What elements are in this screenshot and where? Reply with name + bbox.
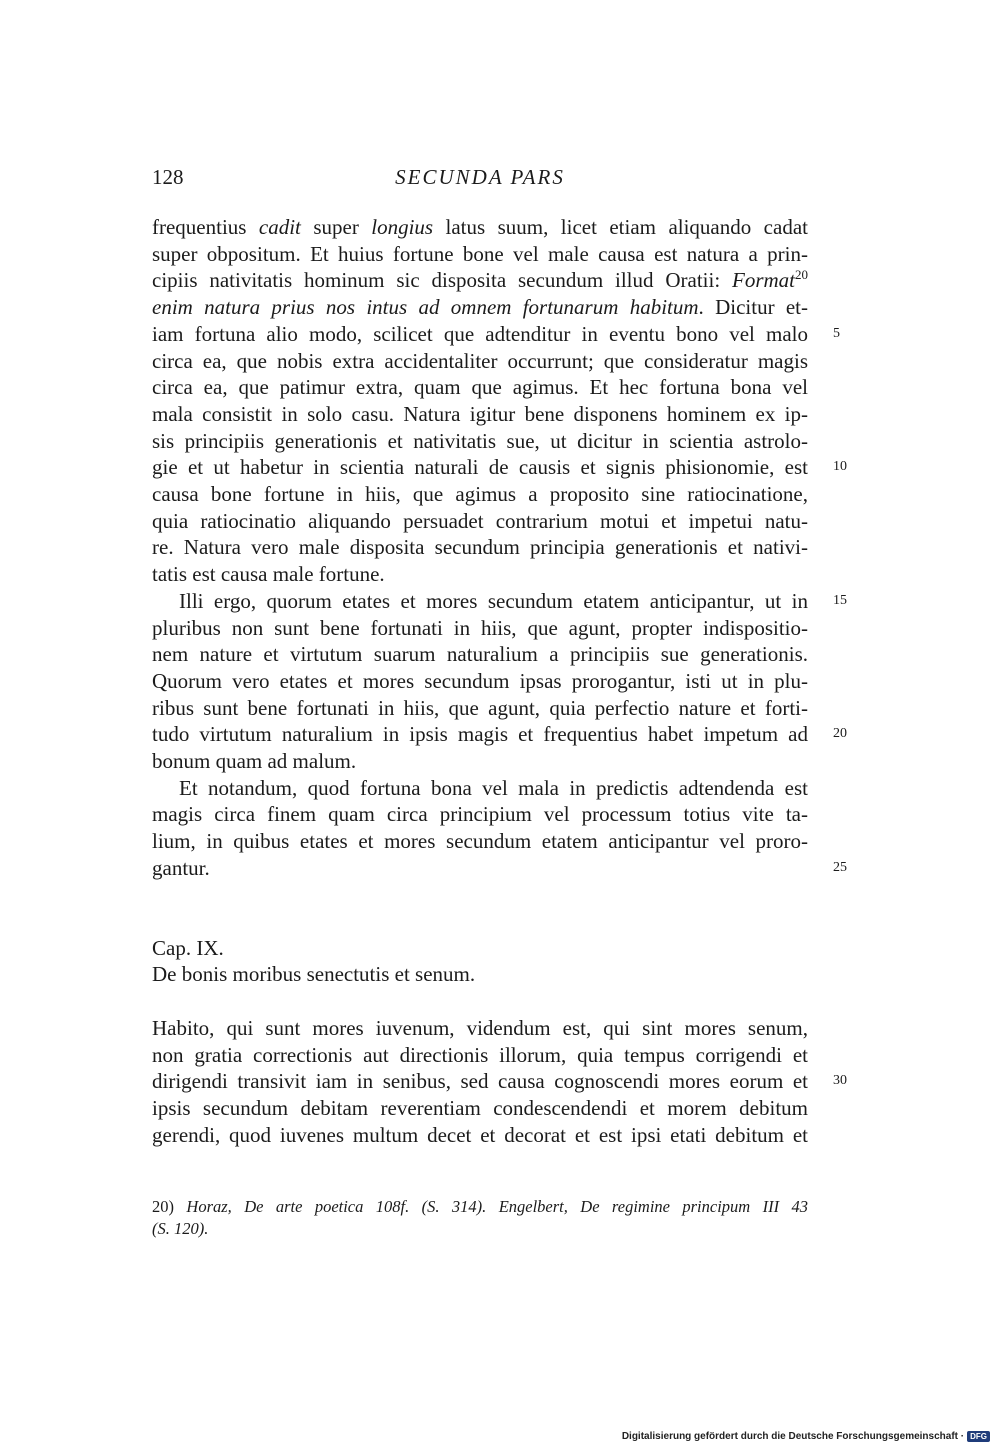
text-segment: enim natura prius nos intus ad omnem fortunarum habitum bbox=[152, 295, 699, 319]
text-line bbox=[152, 615, 808, 641]
text-line bbox=[152, 267, 808, 293]
footnote-text: Horaz, De arte poetica 108f. (S. 314). Engelbert, De regimine principum III 43 bbox=[186, 1197, 808, 1216]
chapter-title: De bonis moribus senectutis et senum. bbox=[152, 962, 476, 986]
text-segment: bonum quam ad malum. bbox=[152, 749, 357, 773]
text-segment: quia ratiocinatio aliquando persuadet contrarium motui et impetui natu- bbox=[152, 509, 808, 533]
text-segment: gantur. bbox=[152, 856, 210, 880]
text-segment: super bbox=[300, 215, 372, 239]
text-line bbox=[152, 241, 808, 267]
text-segment: frequentius bbox=[152, 215, 259, 239]
text-segment: pluribus non sunt bene fortunati in hiis, que agunt, propter indispositio- bbox=[152, 616, 808, 640]
text-segment: causa bone fortune in hiis, que agimus a proposito sine ratiocinatione, bbox=[152, 482, 808, 506]
text-line bbox=[152, 1015, 808, 1041]
footnote-marker: 20) bbox=[152, 1197, 174, 1216]
text-line bbox=[152, 428, 808, 454]
line-number: 5 bbox=[833, 326, 840, 341]
page-number: 128 bbox=[152, 165, 184, 189]
text-line bbox=[152, 481, 808, 507]
text-segment: iam fortuna alio modo, scilicet que adtenditur in eventu bono vel malo bbox=[152, 322, 808, 346]
text-segment: . Dicitur et- bbox=[698, 295, 808, 319]
text-segment: Format bbox=[732, 268, 795, 292]
text-segment: longius bbox=[371, 215, 434, 239]
text-line bbox=[152, 775, 808, 801]
digitization-credit: Digitalisierung gefördert durch die Deutsche Forschungsgemeinschaft · DFG bbox=[622, 1431, 990, 1442]
text-line bbox=[152, 1122, 808, 1148]
text-segment: tatis est causa male fortune. bbox=[152, 562, 385, 586]
text-segment: sis principiis generationis et nativitatis sue, ut dicitur in scientia astrolo- bbox=[152, 429, 808, 453]
text-line bbox=[152, 1095, 808, 1121]
footnote-line bbox=[152, 1218, 808, 1240]
text-line bbox=[152, 401, 808, 427]
text-segment: magis circa finem quam circa principium vel processum totius vite ta- bbox=[152, 802, 808, 826]
text-segment: dirigendi transivit iam in senibus, sed causa cognoscendi mores eorum et bbox=[152, 1069, 808, 1093]
text-segment: re. Natura vero male disposita secundum principia generationis et nativi- bbox=[152, 535, 808, 559]
text-segment: Et notandum, quod fortuna bona vel mala in predictis adtendenda est bbox=[179, 776, 808, 800]
text-line bbox=[152, 1042, 808, 1068]
line-number: 10 bbox=[833, 459, 847, 474]
text-line bbox=[152, 294, 808, 320]
text-line bbox=[152, 641, 808, 667]
text-segment: circa ea, que nobis extra accidentaliter occurrunt; que consideratur magis bbox=[152, 349, 808, 373]
text-segment: mala consistit in solo casu. Natura igitur bene disponens hominem ex ip- bbox=[152, 402, 808, 426]
page-header bbox=[152, 165, 808, 195]
line-number: 15 bbox=[833, 593, 847, 608]
text-line bbox=[152, 348, 808, 374]
text-line bbox=[152, 721, 808, 747]
credit-text: Digitalisierung gefördert durch die Deutsche Forschungsgemeinschaft bbox=[621, 1431, 958, 1443]
text-line bbox=[152, 695, 808, 721]
text-segment: cadit bbox=[258, 215, 301, 239]
dfg-logo: DFG bbox=[967, 1431, 990, 1442]
text-segment: cipiis nativitatis hominum sic disposita secundum illud Oratii: bbox=[152, 268, 732, 292]
footnote-line bbox=[152, 1196, 808, 1218]
text-segment: Habito, qui sunt mores iuvenum, videndum est, qui sint mores senum, bbox=[152, 1016, 808, 1040]
text-line bbox=[152, 454, 808, 480]
text-line bbox=[152, 855, 808, 881]
text-line bbox=[152, 828, 808, 854]
text-line bbox=[152, 801, 808, 827]
text-segment: latus suum, licet etiam aliquando cadat bbox=[433, 215, 808, 239]
text-line bbox=[152, 508, 808, 534]
line-number: 25 bbox=[833, 860, 847, 875]
text-segment: lium, in quibus etates et mores secundum etatem anticipantur vel proro- bbox=[152, 829, 808, 853]
footnote-text: (S. 120). bbox=[152, 1219, 209, 1238]
text-segment: gie et ut habetur in scientia naturali de causis et signis phisionomie, est bbox=[152, 455, 808, 479]
line-number: 20 bbox=[833, 726, 847, 741]
text-segment: tudo virtutum naturalium in ipsis magis et frequentius habet impetum ad bbox=[152, 722, 808, 746]
text-segment: gerendi, quod iuvenes multum decet et decorat et est ipsi etati debitum et bbox=[152, 1123, 808, 1147]
running-head: SECUNDA PARS bbox=[395, 165, 565, 189]
text-segment: nem nature et virtutum suarum naturalium a principiis sue generationis. bbox=[152, 642, 808, 666]
text-line bbox=[152, 321, 808, 347]
text-line bbox=[152, 588, 808, 614]
text-line bbox=[152, 748, 808, 774]
text-segment: super obpositum. Et huius fortune bone vel male causa est natura a prin- bbox=[152, 242, 808, 266]
text-line bbox=[152, 1068, 808, 1094]
text-segment: Quorum vero etates et mores secundum ipsas prorogantur, isti ut in plu- bbox=[152, 669, 808, 693]
text-segment: Illi ergo, quorum etates et mores secundum etatem anticipantur, ut in bbox=[179, 589, 808, 613]
text-line bbox=[152, 534, 808, 560]
text-segment: circa ea, que patimur extra, quam que agimus. Et hec fortuna bona vel bbox=[152, 375, 808, 399]
line-number: 30 bbox=[833, 1073, 847, 1088]
chapter-number: Cap. IX. bbox=[152, 936, 224, 960]
text-segment: non gratia correctionis aut directionis illorum, quia tempus corrigendi et bbox=[152, 1043, 808, 1067]
text-segment: ipsis secundum debitam reverentiam condescendendi et morem debitum bbox=[152, 1096, 808, 1120]
text-line bbox=[152, 214, 808, 240]
footnote-reference: 20 bbox=[795, 267, 808, 282]
text-line bbox=[152, 374, 808, 400]
text-line bbox=[152, 668, 808, 694]
text-segment: ribus sunt bene fortunati in hiis, que agunt, quia perfectio nature et forti- bbox=[152, 696, 808, 720]
text-line bbox=[152, 561, 808, 587]
